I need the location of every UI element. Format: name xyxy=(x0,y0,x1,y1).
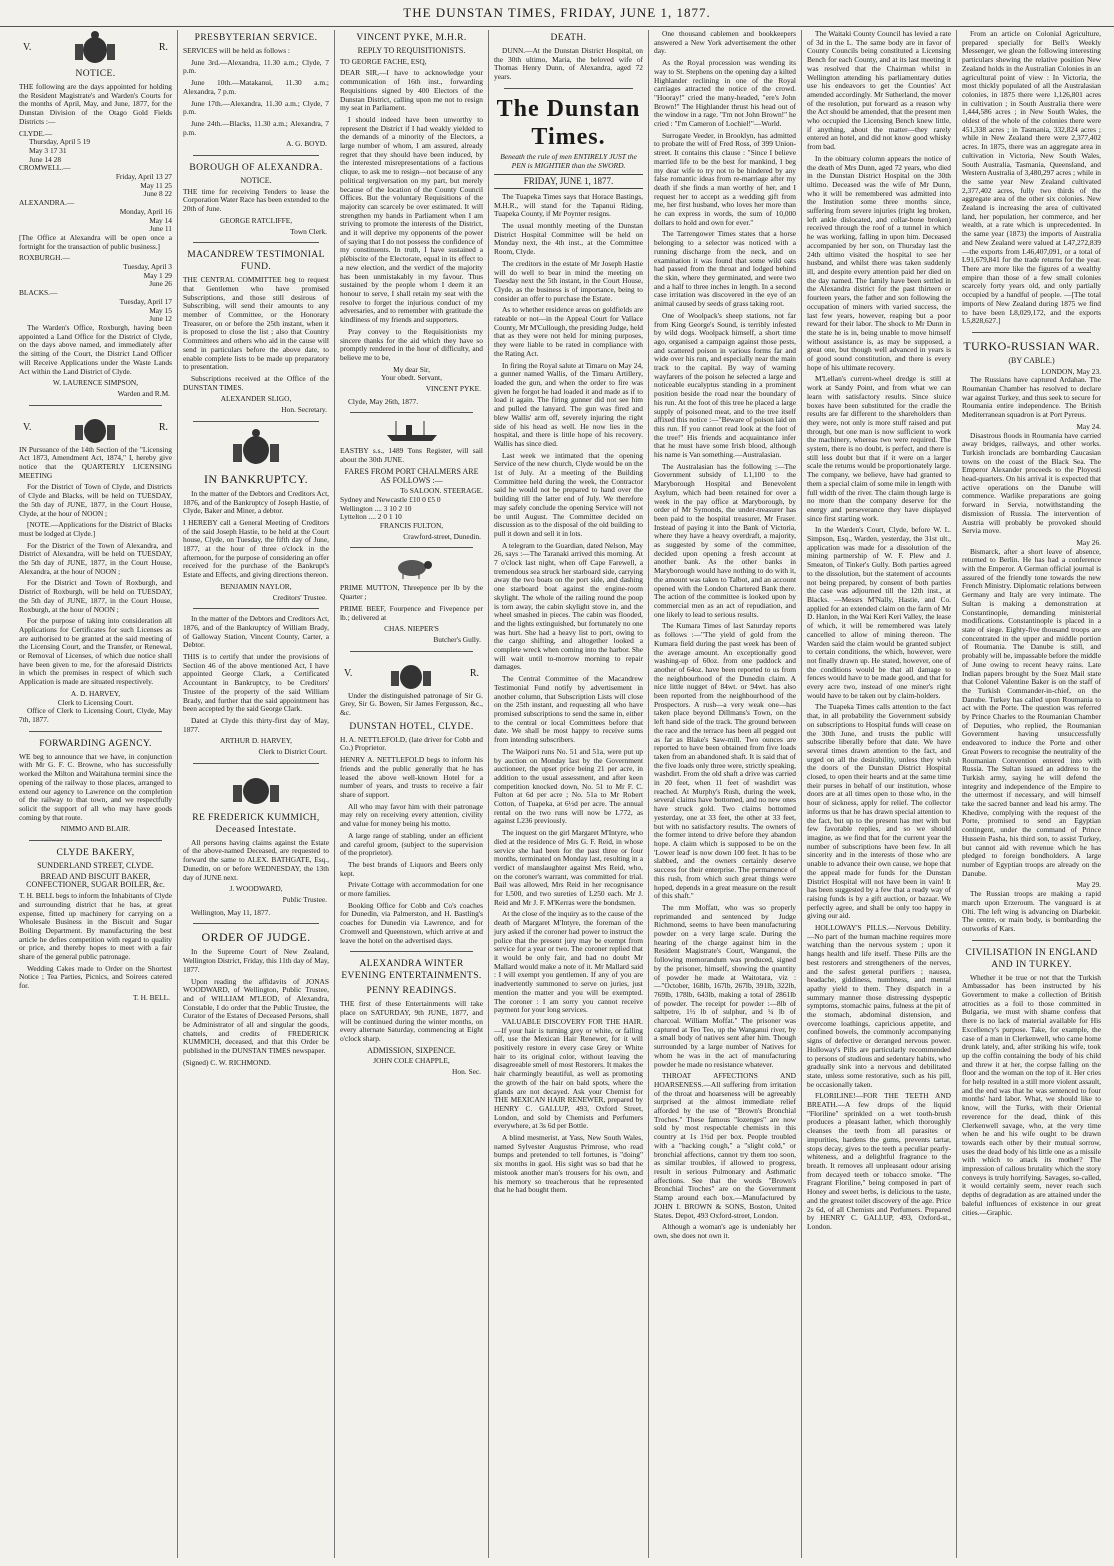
war-dateline: May 29. xyxy=(1076,880,1101,890)
kummich-heading: RE FREDERICK KUMMICH, Deceased Intestate. xyxy=(192,812,320,835)
macandrew-body: THE CENTRAL COMMITTEE beg to request that Gentlemen who have promised Subscriptions, and those still desirous of Subscribing, will send their amounts to any member of Committee, or the Honorary Treasurer, on or before the 25th instant, when it is proposed to close the list ; also that Country Committees and others who aid in the cause will send in particulars before the above date, to enable complete lists to be made up preparatory to presentation. xyxy=(183,275,329,372)
pyke-heading: VINCENT PYKE, M.H.R. xyxy=(356,33,467,43)
divider xyxy=(193,608,319,609)
column-7 xyxy=(956,30,1106,1558)
war-paragraph: Bismarck, after a short leave of absence, returned to Berlin. He has had a conference with the Emperor. A German official journal is assured of the friendly tone towards the new French Ministry. Diplomatic relations between Germany and Italy are very intimate. The Sultan is making a demonstration at Constantinople, demanding ministerial modifications. Constantinople is placed in a state of siege. Eighty-five thousand troops are concentrated in the upper and middle portion of Roumania. The Danube is still, and probably will be, impassable before the middle of June owing to recent heavy rains. Late Indian papers brought by the Suez Mail state that Colonel Valentine Baker is on the staff of the Turkish Commander-in-chief, on the Danube. Turkey has called upon Roumania to act with the Porte. The question was referred by Prince Charles to the Roumanian Chamber of Deputies, who replied, the Roumanian Government having unsuccessfully endeavored to induce the Porte and other Great Powers to recognise the neutrality of the Roumanian Convention entered into with Russia. The Sultan issued an address to the Turkish army, saying he will defend the integrity and independence of the Empire to the uttermost if necessary, and will himself take the sacred banner and lead his army. The Khedive, complying with the request of the Porte, promised to send an Egyptian contingent, under the command of Prince Hussein Pasha, his third son, to assist Turkey, but cannot aid with revenue which he has pledged to foreign bondholders. A large number of Egyptian troops are already on the Danube. xyxy=(962,546,1101,878)
fare-row: Lyttelton .... 2 0 1 10 xyxy=(340,512,402,522)
column-1 xyxy=(14,30,177,1558)
presbyterian-line: June 3rd.—Alexandra, 11.30 a.m.; Clyde, 7 p.m. xyxy=(183,57,329,76)
penny-body: THE first of these Entertainments will take place on SATURDAY, 9th JUNE, 1877, and will be continued during the winter months, on every alternate Saturday, commencing at Eight o'clock sharp. xyxy=(340,999,483,1044)
cromwell-line: June 8 22 xyxy=(143,189,172,199)
hotel-body-6: Booking Office for Cobb and Co's coaches for Dunedin, via Palmerston, and H. Bastling's coaches for Dunedin via Lawrence, and for Cromwell and Queenstown, which arrive at and leave the hotel on the advertised days. xyxy=(340,900,483,945)
notice-crest-row xyxy=(19,30,172,66)
divider xyxy=(350,951,473,952)
hotel-body-2: All who may favor him with their patronage may rely on receiving every attention, civility and value for money being his motto. xyxy=(340,801,483,829)
article-paragraph: THROAT AFFECTIONS AND HOARSENESS.—All suffering from irritation of the throat and hoarseness will be agreeably surprised at the almost immediate relief afforded by the use of "Brown's Bronchial Troches." These famous "lozenges" are now sold by most respectable chemists in this country at 1s 1½d per box. People troubled with a "hacking cough," a "slight cold," or bronchial affections, cannot try them too soon, as similar troubles, if allowed to progress, result in serious Pulmonary and Asthmatic affections. See that the words "Brown's Bronchial Troches" are on the Government Stamp around each box.—Manufactured by JOHN I. BROWN & SONS, Boston, United States. Depot, 493 Oxford-street, London. xyxy=(654,1071,796,1220)
vr-left: V. xyxy=(23,41,32,53)
bankruptcy-2-date: Dated at Clyde this thirty-first day of May, 1877. xyxy=(183,715,329,734)
death-heading: DEATH. xyxy=(550,33,587,43)
divider xyxy=(29,731,162,732)
column-3 xyxy=(334,30,488,1558)
article-paragraph: One of Woolpack's sheep stations, not far from King George's Sound, is terribly infested by wild dogs. Woolpack himself, a short time ago, organised a campaign against those pests, and scattered poison in various forms far and wide over his run, and especially near the main track to the capital. By way of warning wayfarers of the poison he selected a large and noticeable eucalyptus standing in a prominent position beside the road near the boundary of his run. At the foot of this tree he placed a large supply of poisoned meat, and to the tree itself affixed this notice :—"Beware of poison laid on this run. If you cannot read look at the foot of the tree!" His friends and acquaintance infer that he must have some Irish blood, although his name is Van something.—Australasian. xyxy=(654,310,796,460)
warden-title: Warden and R.M. xyxy=(117,388,170,398)
hotel-patronage: Under the distinguished patronage of Sir G. Grey, Sir G. Bowen, Sir James Fergusson, &c., &c. xyxy=(340,690,483,718)
column-4 xyxy=(488,30,648,1558)
steamship-icon xyxy=(382,419,442,443)
article-paragraph: One thousand cablemen and bookkeepers answered a New York advertisement the other day. xyxy=(654,30,796,56)
divider xyxy=(350,651,473,652)
royal-arms-icon xyxy=(65,30,125,66)
forwarding-heading: FORWARDING AGENCY. xyxy=(39,738,152,749)
cromwell-label: CROMWELL.— xyxy=(19,163,71,173)
article-paragraph: The usual monthly meeting of the Dunstan District Hospital Committee will be held on Monday next, the 4th inst., at the Committee Room, Clyde. xyxy=(494,221,643,257)
clyde-line: May 3 17 31 xyxy=(29,145,67,155)
divider xyxy=(972,940,1091,941)
bankruptcy-2-intro: In the matter of the Debtors and Creditors Act, 1876, and of the Bankruptcy of William Brady, of Galloway Station, Vincent County, Carter, a Debtor. xyxy=(183,614,329,650)
article-paragraph: In firing the Royal salute at Timaru on May 24, a gunner named Wallis, of the Timaru Artillery, loaded the gun, and when the order to fire was given he forgot he had loaded it and made as if to load it again. The firing gunner did not see him and pulled the lanyard. The gun was fired and blew Wallis' arm off, severely injuring the right side of his head as well. He now lies in the hospital, and there is little hope of his recovery. Wallis has since died. xyxy=(494,360,643,448)
macandrew-title: Hon. Secretary. xyxy=(281,405,327,415)
vr-right: R. xyxy=(158,422,168,434)
article-paragraph: The Tuapeka Times calls attention to the fact that, in all probability the Government subsidy on subscriptions to Hospital funds will cease on the 30th June, and trusts the public will subscribe liberally before that date. We have several times drawn attention to the fact, and urged on all the desirability, unless they wish the doors of the Dunstan District Hospital closed, to open their hearts and at the same time their purses in behalf of our institution, whose doors are at all times open to those who, in the hour of sickness, apply for relief. The collector informs us that he has drawn special attention to the fact, but up to the present has met with but few favorable replies, and so we should imagine, as we find that for the current year the number of subscriptions have been few. In all sincerity and in the interests of those who are unable to advance their own cause, we hope that the appeal made for funds for the Dunstan District Hospital will not have been in vain! It has been suggested by a few that a ready way of raising funds is by a gift auction, or bazaar. We perfectly agree, and shall be only too happy in giving our aid. xyxy=(807,702,951,921)
clyde-line: Thursday, April 5 19 xyxy=(29,137,91,147)
clyde-label: CLYDE.— xyxy=(19,128,53,138)
alexandra-line: June 11 xyxy=(149,224,172,234)
blacks-label: BLACKS.— xyxy=(19,288,58,298)
war-dateline: May 26. xyxy=(1076,537,1101,547)
mutton-body: PRIME MUTTON, Threepence per lb by the Quarter ; xyxy=(340,583,483,602)
vr-left: V. xyxy=(344,668,353,680)
divider xyxy=(972,332,1091,333)
forwarding-signature: NIMMO AND BLAIR. xyxy=(60,824,131,834)
sheep-icon xyxy=(389,554,435,580)
hotel-body-5: Private Cottage with accommodation for one or more families. xyxy=(340,880,483,899)
column-6 xyxy=(801,30,956,1558)
article-paragraph: FLORILINE!—FOR THE TEETH AND BREATH.—A few drops of the liquid "Floriline" sprinkled on a wet tooth-brush produces a pleasant lather, which thoroughly cleanses the teeth from all parasites or impurities, hardens the gums, prevents tartar, stops decay, gives to the teeth a peculiar pearly-whiteness, and a delightful fragrance to the breath. It removes all unpleasant odour arising from decayed teeth or tobacco smoke. "The Fragrant Floriline," being composed in part of Honey and sweet herbs, is delicious to the taste, and the greatest toilet discovery of the age. Price 2s 6d, of all Chemists and Perfumers. Prepared by HENRY C. GALLUP, 493, Oxford-st., London. xyxy=(807,1091,951,1231)
bakery-heading: CLYDE BAKERY, xyxy=(56,848,135,859)
borough-body: THE time for receiving Tenders to lease the Corporation Water Race has been extended to the 20th of June. xyxy=(183,186,330,214)
article-paragraph: The Kumara Times of last Saturday reports as follows :—"The yield of gold from the Kumara field during the past week has been of the average amount. An exceptionally good washing-up of 60oz. from one paddock and another of 64oz. have been reported to us from the neighbourhood of the Dunedin claim. A nice little nugget of 84wt. or 94wt. has also been reported from the neighbourhood of the Prospectors. A rush—a very weak one—has taken place beyond Dillmans's Town, on the left hand side of the track. The ground between the race and the terrace has been all pegged out as far as Blake's Saw-mill. Two ounces are reported to have been obtained from five loads taken from an abandoned shaft. It is said that of the five loads only three were, strictly speaking, washdirt. From the old shaft a drive was carried in 20 feet, when 11 feet of washdirt was reached. At Murphy's Rush, during the week, several claims have bottomed, and no new ones have struck gold. Two claims bottomed yesterday, one at 33 feet, the other at 33 feet, but with no satisfactory results. The owners of the former intend to drive before they abandon hope. A claim which is supposed to be on the 'Lower lead' is now down 100 feet. It has to be slabbed, and the owners certainly deserve success for their enterprise. The permanence of this rush, from which such great things were hoped, depends in a great measure on the result of this shaft." xyxy=(654,621,796,901)
blacks-line: June 12 xyxy=(149,314,172,324)
divider xyxy=(350,412,473,413)
article-paragraph: The Australasian has the following :—The Government subsidy of L1,100 to the Maryborough Hospital and Benevolent Asylum, which had been retained for over a week in the pay office at Maryborough, by order of Mr Symonds, the under-treasurer has been paid to the hospital treasurer, Mr Fraser. Instead of paying it into the Bank of Victoria, where they have a heavy overdraft, a majority, as suggested by some of the committee, decided upon opening a fresh account at another bank. As the other banks in Maryborough would have nothing to do with it, the amount was taken to Talbot, and an account opened with the London Chartered Bank there. The action of the committee is looked upon by commercial men as an act of repudiation, and one likely to lead to serious results. xyxy=(654,461,796,619)
article-paragraph: At the close of the inquiry as to the cause of the death of Margaret M'Intyre, the foreman of the jury asked if the coroner had power to instruct the police that the present jury may be exempt from service for a year or two. The coroner replied that it would be only fair, and had no doubt Mr Mallard would make a note of it. Mr Mallard said : I will exempt you gentlemen. If any of you are inadvertently summoned to serve on juries, just mention the matter and you will be exempted. The coroner : I am sorry you cannot receive payment for your long services. xyxy=(494,909,643,1015)
roxburgh-line: Tuesday, April 3 xyxy=(123,262,172,272)
article-paragraph: M'Lellan's current-wheel dredge is still at work at Sandy Point, and from what we can learn with satisfactory results. Since sluice boxes have been substituted for the cradle the results are far different to the shareholders than they were, not only is more stuff raised and put through, but one man is now sufficient to work the machinery, whereas two were required. The system, there is no doubt, is perfect, and there is still less doubt but that if it were on a larger scale the returns would be proportionately large. The company, we believe, have had granted to them a special claim of some mile in length with full width of the river. The claim though large is no more than the company deserve for the energy and perseverance they have displayed since first starting work. xyxy=(807,374,951,523)
paper-motto: Beneath the rule of men ENTIRELY JUST the PEN is MIGHTIER than the SWORD. xyxy=(500,151,637,170)
presbyterian-signature: A. G. BOYD. xyxy=(286,139,327,149)
article-paragraph: The Central Committee of the Macandrew Testimonial Fund notify by advertisement in another column, that Subscription Lists will close on the 25th instant, and requesting all who have promised subscriptions to send the same in, either to the central or local Committees before that date. We shall be most happy to receive sums from intending subscribers. xyxy=(494,674,643,745)
fares-address: Crawford-street, Dunedin. xyxy=(403,531,481,541)
article-paragraph: The inquest on the girl Margaret M'Intyre, who died at the residence of Mrs G. F. Reid, in whose service she had been for the past three or four months, terminated on Monday last, resulting in a verdict of manslaughter against Mrs Reid, who, on the coroner's warrant, was committed for trial. Bail was allowed, Mrs Reid in her recognisance for L500, and two sureties of L250 each. Mr J. Reid and Mr J. F. M'Kerras were the bondsmen. xyxy=(494,828,643,907)
winter-heading: ALEXANDRA WINTER EVENING ENTERTAINMENTS. xyxy=(341,959,482,982)
pyke-reply: REPLY TO REQUISITIONISTS. xyxy=(357,46,466,55)
forwarding-body: WE beg to announce that we have, in conjunction with Mr G. F. C. Browne, who has successfully worked the Milton and Waitahuna termini since the opening of the railway to those places, arranged to extend our agency to Lawrence on the completion of the railway to that town, and we respectfully solicit the support of all who may have goods coming by that route. xyxy=(19,751,172,822)
article-paragraph: From an article on Colonial Agriculture, prepared specially for Bell's Weekly Messenger, we glean the following interesting particulars shewing the relative position New Zealand holds in the Australian Colonies in an agricultural point of view : In Victoria, the most thickly populated of all the Australasian colonies, in 1875 there were 1,126,801 acres in cultivation ; in South Australia there were 1,444,586 acres ; in New South Wales, the oldest of the whole of the colonies there were 451,338 acres ; in Tasmania, 332,824 acres ; while in New Zealand there were 2,377,402 acres. In 1875, there was an aggregate area in cultivation in Victoria, New South Wales, South Australia, Tasmania, Queensland, and Western Australia of 3,480,297 acres ; while in the same year New Zealand cultivated 2,377,402 acres, fully two thirds of the aggregate area of the other six colonies. New Zealand is increasing the area of cultivated land, her population, her commerce, and her wealth, at a rate which is unprecedented. In the same year (1873) the imports of Australia and New Zealand were valued at L47,272,839 —the exports from L46,407,091, or a total of L91,679,841 for the trade returns for the year. There are more like the figures of a wealthy empire than those of a few small colonies scarcely forty years old, and only partially occupied by a handful of people. —[The total imports of New Zealand during 1875 we find to have been L8,029,172, and the exports L5,828,627.] xyxy=(962,30,1101,326)
bakery-trades: BREAD AND BISCUIT BAKER, CONFECTIONER, SUGAR BOILER, &c. xyxy=(26,871,165,890)
bakery-address: SUNDERLAND STREET, CLYDE. xyxy=(37,861,154,871)
kummich-title: Public Trustee. xyxy=(282,895,327,904)
presbyterian-line: June 24th.—Blacks, 11.30 a.m.; Alexandra, 7 p.m. xyxy=(183,118,329,137)
bankruptcy-2-signature: ARTHUR D. HARVEY, xyxy=(220,736,292,746)
borough-notice: NOTICE. xyxy=(240,176,272,186)
bakery-note: Wedding Cakes made to Order on the Shortest Notice ; Tea Parties, Picnics, and Soirees catered for. xyxy=(19,963,172,991)
fare-row: Sydney and Newcastle £10 0 £5 0 xyxy=(340,494,441,504)
royal-arms-icon xyxy=(221,770,291,808)
article-paragraph: HOLLOWAY'S PILLS.—Nervous Debility. —No part of the human machine requires more watching than the nervous system ; upon it hangs health and life itself. These Pills are the best restorers and strengtheners of the nerves, and the safest general purifiers ; nausea, headache, giddiness, numbness, and mental apathy yield to them. They dispatch in a summary manner those distressing dyspeptic symptoms, stomachic pains, fulness at the pit of the stomach, abdominal distension, and overcome loathings, capricious appetite, and confined bowels, the commonly accompanying signs of defective or deranged nervous power. Holloway's Pills are particularly recommended to persons of studious and sedentary habits, who gradually sink into a nervous and debilitated state, unless some restorative, such as his pill, be occasionally taken. xyxy=(807,923,951,1089)
licensing-clyde: For the District of Town of Clyde, and Districts of Clyde and Blacks, will be held on TUESDAY, the 5th day of JUNE, 1877, in the Court House, Clyde, at the hour of NOON ; xyxy=(19,482,172,518)
pyke-close-2: Your obedt. Servant, xyxy=(381,373,442,383)
presbyterian-intro: SERVICES will be held as follows : xyxy=(183,46,290,55)
bankruptcy-1-body: I HEREBY call a General Meeting of Creditors of the said Joseph Hastie, to be held at the Court house, Clyde, on Tuesday, the fifth day of June, 1877, at the hour of three o'clock in the afternoon, for the purpose of considering an offer received for the purchase of the Bankrupt's Estate and Effects, and giving directions thereon. xyxy=(183,517,329,580)
hotel-sub: H. A. NETTLEFOLD, (late driver for Cobb and Co.) Proprietor. xyxy=(340,734,483,753)
hotel-body: HENRY A. NETTLEFOLD begs to inform his friends and the public generally that he has leased the above well-known Hotel for a number of years, and trusts to receive a fair share of support. xyxy=(340,755,483,799)
divider xyxy=(193,242,319,243)
article-paragraph: In the Warden's Court, Clyde, before W. L. Simpson, Esq., Warden, yesterday, the 31st ult., application was made for a dissolution of the mining partnership of W. F. Plew and J. Smeaton, of Tinker's Gully. Both parties agreed to the dissolution, but the statement of accounts not being prepared, by consent of both parties the case was adjourned till the 12th inst., at Blacks. —Messrs M'Nally, Hastie, and Co. applied for an extended claim on the farm of Mr D. Hanlon, in the Wai Keri Keri Valley, the lease of which, it will be remembered was lately cancelled to allow of mining thereon. The Warden said the claim would be granted subject to certain conditions, the which, however, were not finally drawn up. He stated, however, one of the conditions would be that all damage to fences would have to be made good, and that for every acre two, instead of one miner's right would have to be taken out by claim-holders. xyxy=(807,525,951,700)
pyke-body-3: Pray convey to the Requisitionists my sincere thanks for the aid which they have so promptly rendered in the hour of difficulty, and believe me to be, xyxy=(340,326,483,362)
fares-signature: FRANCIS FULTON, xyxy=(379,521,444,531)
war-subheading: (BY CABLE.) xyxy=(1008,355,1055,365)
war-paragraph: The Russian troops are making a rapid march upon Erzeroum. The vanguard is at Olti. The left wing is advancing on Diarbekir. The centre, or main body, is bombarding the outworks of Kars. xyxy=(962,889,1101,933)
article-paragraph: The mm Moffatt, who was so properly reprimanded and sentenced by Judge Richmond, seems to have been manufacturing powder on a very large scale. During the hearing of the charge against him in the Resident Magistrate's Court, Wanganui, the following memorandum was produced, signed by the prisoner, himself, showing the quantity of powder he made at Waitotara, viz :—"October, 168lb, 167lb, 267lb, 391lb, 322lb, 769lb, 178lb, 643lb, making a total of 2861lb of powder. The receipt for powder :—8lb of saltpetre, 1½ lb of sulphur, and ¼ lb of charcoal. William Moffat." The prisoner was captured at Teo Teo, up the Wanganui river, by a small body of natives sent after him. Though surrounded by a large number of Natives for whom he was in the act of manufacturing powder he made no resistance whatever. xyxy=(654,902,796,1069)
licensing-note: [NOTE.—Applications for the District of Blacks must be lodged at Clyde.] xyxy=(19,520,172,538)
pyke-close: My dear Sir, xyxy=(393,364,430,374)
pyke-body-2: I should indeed have been unworthy to represent the District if I had weakly yielded to the demands of a minority of the Electors, a large number of whom, I am assured, already regret that they should have been induced, by the interested misrepresentations of a factious clique, to ask me to resign—not because of any political tergiversation on my part, but merely because of the location of the County Council Offices. But the voluntary Requisitions of the majority can scarcely be over estimated. It will strengthen my hands in Parliament when I am striving to promote the interests of the District, and it will deprive my opponents of the power of saying that I do not possess the confidence of my constituents. In truth, I have sustained a plébiscite of the Electorate, equal in its effect to a new election, and the verdict of the majority has been unmistakably in my favour. Thus sustained by the people whom I deem it an honour to serve, I shall retain my seat with the resolve to forget the injurious conduct of my adversaries, and to remember with gratitude the kindliness of my friends and supporters. xyxy=(340,114,483,325)
hotel-heading: DUNSTAN HOTEL, CLYDE. xyxy=(349,721,474,732)
licensing-alexandra: For the District of the Town of Alexandra, and District of Alexandra, will be held on TUESDAY, the 5th day of JUNE, 1877, in the Court House, Alexandra, at the hour of NOON ; xyxy=(19,540,172,576)
divider xyxy=(193,763,319,764)
judge-intro: In the Supreme Court of New Zealand, Wellington District, Friday, this 11th day of May, 1877. xyxy=(183,947,329,974)
bankruptcy-1-title: Creditors' Trustee. xyxy=(272,592,327,602)
clyde-line: June 14 28 xyxy=(29,154,62,164)
licensing-body: IN Pursuance of the 14th Section of the "Licensing Act 1873, Amendment Act, 1874," I, hereby give notice that the QUARTERLY LICENSING MEETING xyxy=(19,444,172,480)
licensing-office: Office of Clerk to Licensing Court, Clyde, May 7th, 1877. xyxy=(19,706,172,724)
war-dateline: LONDON, May 23. xyxy=(1041,366,1101,376)
vr-right: R. xyxy=(469,668,479,680)
licensing-signature: A. D. HARVEY, xyxy=(70,688,121,698)
licensing-roxburgh: For the District and Town of Roxburgh, and District of Roxburgh, will be held on TUESDAY, the 5th day of JUNE, 1877, in the Court House, Roxburgh, at the hour of NOON ; xyxy=(19,578,172,614)
cromwell-line: May 11 25 xyxy=(140,180,172,190)
alexandra-note: [The Office at Alexandra will be open once a fortnight for the transaction of public business.] xyxy=(19,232,172,251)
war-heading: TURKO-RUSSIAN WAR. xyxy=(963,338,1100,353)
roxburgh-line: June 26 xyxy=(149,279,172,289)
judge-heading: ORDER OF JUDGE. xyxy=(201,930,311,945)
article-paragraph: The Waitaki County Council has levied a rate of 3d in the L. The same body are in favor of County Councils being constituted a Licensing Bench for each County, and at its last meeting it was resolved that the Chairman whilst in Wellington attending his parliamentary duties use his endeavors to get the Counties' Act amended accordingly. Mr Sutherland, the mover of the resolution, put forward as a reason why the Act should be amended, that the present men who occupied the Licensing Bench knew little, if anything, about the matter—they rarely entered an hotel, and did not know good whisky from bad. xyxy=(807,30,951,152)
borough-signature: GEORGE RATCLIFFE, xyxy=(219,215,293,225)
ship-body: EASTBY s.s., 1489 Tons Register, will sail about the 30th JUNE. xyxy=(340,446,483,465)
article-paragraph: In the obituary column appears the notice of the death of Mrs Dunn, aged 72 years, who died in the Dunstan District Hospital on the 30th ultimo. Deceased was the wife of Mr Dunn, who it will be remembered was admitted into the Institution some three months since, suffering from severe injuries (right leg broken, left ankle dislocated, and collar-bone broken) received through the roof of a tunnel in which he was working, falling in upon him. Deceased accompanied by her son, on Thursday last the 24th ultimo visited the hospital to see her husband, and whilst there was taken suddenly ill, and despite every attention paid her died on the day named. The family have been settled in the Alexandra district for the past thirteen or fourteen years, the father and son following the occupation of miners with varied success, the last few years, however, reaping but a poor reward for their labor. The shock to Mr Dunn in the state he is in, being unable to move himself without assistance is, as may be supposed, a great one, but though well advanced in years is of good sound constitution, and there is every hope of his ultimate recovery. xyxy=(807,153,951,372)
royal-arms-icon xyxy=(221,428,291,468)
article-paragraph: As to whether residence areas on goldfields are rateable or not—in the Appeal Court for Vallace County, Mr M'Cullough, the presiding Judge, held that as they were not held for mining purposes, they were liable to be rated in compliance with the Rating Act. xyxy=(494,305,643,358)
macandrew-note: Subscriptions received at the Office of the DUNSTAN TIMES. xyxy=(183,373,329,392)
death-body: DUNN.—At the Dunstan District Hospital, on the 30th ultimo, Maria, the beloved wife of Thomas Henry Dunn, of Alexandra, aged 72 years. xyxy=(494,46,643,82)
article-paragraph: A blind mesmerist, at Yass, New South Wales, named Sylvester Augustus Primrose, who read bumps and pretended to tell fortunes, is "doing" six months in gaol. His sight was so bad that he mistook another man's trousers for his own, and his memory so treacherous that he represented that he had bought them. xyxy=(494,1133,643,1195)
beef-body: PRIME BEEF, Fourpence and Fivepence per lb.; delivered at xyxy=(340,603,483,622)
civilisation-paragraph: Whether it be true or not that the Turkish Ambassador has been instructed by his Government to make a collection of British atrocities as a foil to those committed in Bulgaria, we must with shame confess that there is no lack of material available for His Excellency's purpose. Take, for example, the case of a man in Clerkenwell, who came home drunk lately, and, after striking his wife, took up the coffin containing the body of his child and threw it at her, the corpse falling on the floor and the woman on the top of it. Her cries for help resulted in a still more violent assault, and the end was that he was sentenced to four months' hard labor. What, we should like to know, will the Turks, with their Oriental reverence for the dead, think of this Clerkenwell savage, who, at the very time when he and his wife ought to be drawn towards each other by their mutual sorrow, uses the dead body of his little one as a missile with which to attack its mother? The impression of callous brutality which the story conveys is truly horrifying. Savages, so-called, it would certainly seem, never reach such depths of degradation as are attained under the baleful influences of existence in our great cities.—Graphic. xyxy=(962,972,1101,1217)
article-paragraph: A telegram to the Guardian, dated Nelson, May 26, says :—The Taranaki arrived this morning. At 7 o'clock last night, when off Cape Farewell, a tremendous sea struck her starboard side, carrying away the two boats on the port side, and dashing one starboard boat against the engine-room skylight. The whole of the railing round the poop is torn away, the cabin skylight stove in, and the wheel smashed in pieces. The cabin was flooded, and the lights extinguished, but fortunately no one was hurt. She had a heavy list to port, owing to the cargo shifting, and altogether looked a complete wreck when coming into the harbor. She will wait until to-morrow morning to repair damages. xyxy=(494,540,643,672)
divider xyxy=(193,421,319,422)
war-paragraph: The Russians have captured Ardahan. The Roumanian Chamber has resolved to declare war against Turkey, and thus seek to secure for Roumania entire independence. The British Mediterranean squadron is at Port Pyreus. xyxy=(962,375,1101,420)
bakery-signature: T. H. BELL. xyxy=(132,992,170,1002)
notice-body: THE following are the days appointed for holding the Resident Magistrate's and Warden's Courts for the months of April, May, and June, 1877, for the Dunstan Division of the Otago Gold Fields Districts :— xyxy=(19,82,172,126)
column-2 xyxy=(177,30,334,1558)
pyke-to: TO GEORGE FACHE, ESQ, xyxy=(340,56,427,66)
article-paragraph: Last week we intimated that the opening Service of the new church, Clyde would be on the 1st of July. At a meeting of the Building Committee held during the week, the Contractor said he would not be prepared to hand over the building till the latter end of July. We therefore may safely conclude the opening Service will not be until August. The Committee decided on discussion as to the disposal of the old building to pull it down and sell it in lots. xyxy=(494,450,643,538)
hotel-body-3: A large range of stabling, under an efficient and careful groom, (subject to the supervision of the proprietor). xyxy=(340,830,483,858)
fares-heading: FARES FROM PORT CHALMERS ARE AS FOLLOWS :— xyxy=(344,466,479,485)
pyke-signature: VINCENT PYKE. xyxy=(425,384,481,394)
licensing-crest-row xyxy=(19,412,172,446)
fares-columns: To SALOON. STEERAGE. xyxy=(400,486,483,496)
fare-row: Wellington .... 3 10 2 10 xyxy=(340,503,412,513)
vr-left: V. xyxy=(23,422,32,434)
royal-arms-icon xyxy=(67,412,123,446)
article-paragraph: The Waipori runs No. 51 and 51a, were put up by auction on Monday last by the Government auctioneer, the upset price being 21 per acre, in addition to the usual assessment, and after keen competition knocked down, No. 51 to Mr F. C. Fulton at 6d per acre ; No. 51a to Mr Robert Cotton, of Tuapeka, at 6½d per acre. The annual rental on the two runs will now be L772, as against L236 previously. xyxy=(494,746,643,826)
article-paragraph: The creditors in the estate of Mr Joseph Hastie will do well to bear in mind the meeting on Tuesday next the 5th instant, in the Court House, Clyde, as the business is of importance, being to consider an offer to purchase the Estate. xyxy=(494,258,643,303)
column-5 xyxy=(648,30,801,1558)
vr-right: R. xyxy=(158,41,168,53)
notice-heading: NOTICE. xyxy=(75,69,116,79)
masthead: THE DUNSTAN TIMES, FRIDAY, JUNE 1, 1877. xyxy=(0,0,1114,27)
macandrew-heading: MACANDREW TESTIMONIAL FUND. xyxy=(187,250,325,273)
article-paragraph: As the Royal procession was wending its way to St. Stephens on the opening day a kilted Highlander reclining in one of the Royal carriages attracted the notice of the crowd. "Hooray!" cried the many-headed, "ere's John Brown!" The Highlander thrust his head out of the window in a rage. "I'm not John Brown!" he cried : "I'm Cameron of Lochiel!"—World. xyxy=(654,58,796,129)
civilisation-heading: CIVILISATION IN ENGLAND AND IN TURKEY. xyxy=(965,947,1098,970)
warden-body: The Warden's Office, Roxburgh, having been appointed a Land Office for the District of Clyde, on the days above named, and immediately after the sitting of the Court, the District Land Officer will Receive Applications under the Waste Lands Act within the Land District of Clyde. xyxy=(19,322,172,376)
licensing-purpose: For the purpose of taking into consideration all Applications for Certificates for such Licenses as are authorised to be granted at the said meeting of the Licensing Court, and the Transfer, or Renewal, or Removal of Licenses, of which due notice shall have been given to me, for the aforesaid Districts in which the premises in respect of which such Application is made are situated respectively. xyxy=(19,616,172,687)
war-dateline: May 24. xyxy=(1076,421,1101,431)
blacks-line: May 15 xyxy=(149,305,172,315)
pyke-body-1: DEAR SIR,—I have to acknowledge your communication of 16th inst., forwarding Requisitions signed by 400 Electors of the Dunstan District, calling upon me not to resign my seat in Parliament. xyxy=(340,68,483,113)
penny-signature: JOHN COLE CHAPPLE, xyxy=(373,1056,450,1066)
bakery-body: T. H. BELL begs to inform the Inhabitants of Clyde and surrounding district that he has, at great expense, fitted up machinery for carrying on a Wholesale Business in the Biscuit and Sugar Boiling Department. By manufacturing the best article he defies competition with regard to quality or price, and thereby hopes to meet with a fair share of the general public patronage. xyxy=(19,891,172,962)
alexandra-line: Monday, April 16 xyxy=(119,206,172,216)
nieper-location: Butcher's Gully. xyxy=(433,634,481,644)
pyke-date: Clyde, May 26th, 1877. xyxy=(348,396,419,406)
divider xyxy=(504,88,633,89)
licensing-title: Clerk to Licensing Court. xyxy=(57,697,134,707)
hotel-crest-row xyxy=(340,658,483,692)
presbyterian-line: June 10th.—Matakanui, 11.30 a.m.; Alexandra, 7 p.m. xyxy=(183,78,329,96)
divider xyxy=(193,923,319,924)
royal-arms-icon xyxy=(383,658,439,692)
article-paragraph: VALUABLE DISCOVERY FOR THE HAIR.—If your hair is turning grey or white, or falling off, use the Mexican Hair Renewer, for it will positively restore in every case Grey or White hair to its original color, without leaving the disagreeable smell of most Restorers. It makes the hair charmingly beautiful, as well as promoting the growth of the hair on bald spots, where the glands are not decayed. Ask your Chemist for THE MEXICAN HAIR RENEWER, prepared by HENRY C. GALLUP, 493, Oxford Street, London, and sold by Chemists and Perfumers everywhere, at 3s 6d per Bottle. xyxy=(494,1016,643,1131)
divider xyxy=(193,155,319,156)
penny-title: Hon. Sec. xyxy=(452,1067,481,1077)
dateline: FRIDAY, JUNE 1, 1877. xyxy=(494,174,643,189)
bankruptcy-heading: IN BANKRUPTCY. xyxy=(203,471,309,486)
borough-heading: BOROUGH OF ALEXANDRA. xyxy=(189,163,323,174)
war-paragraph: Disastrous floods in Roumania have carried away bridges, railways, and other works. Turkish ironclads are bombarding Caucasian towns on the coast of the Black Sea. The Emperor Alexander proceeds to the Ployesti head-quarters. On his arrival it is expected that active operations on the Danube will commence. Warlike preparations are going forward in Servia, notwithstanding the dismission of Russia. The intervention of Austria will probably be provoked should Servia move. xyxy=(962,430,1101,536)
bankruptcy-2-body: THIS is to certify that under the provisions of Section 46 of the above mentioned Act, I have appointed George Clark, a Certificated Accountant in Bankruptcy, to be Creditors' Trustee of the property of the said William Brady, and further that the said appointment has been accepted by the said George Clark. xyxy=(183,652,329,714)
nieper-name: CHAS. NIEPER'S xyxy=(384,624,439,634)
divider xyxy=(29,405,162,406)
divider xyxy=(350,547,473,548)
judge-signature: (Signed) C. W. RICHMOND. xyxy=(183,1057,271,1067)
roxburgh-label: ROXBURGH.— xyxy=(19,253,70,263)
cromwell-line: Friday, April 13 27 xyxy=(115,172,172,182)
bankruptcy-2-title: Clerk to District Court. xyxy=(258,747,327,757)
hotel-body-4: The best brands of Liquors and Beers only kept. xyxy=(340,859,483,878)
kummich-date: Wellington, May 11, 1877. xyxy=(191,907,271,917)
article-paragraph: The Tarrengower Times states that a horse belonging to a selector was noticed with a running discharge from the neck, and on examination it was found that some wild oats had passed from the throat and lodged behind the skin, where they germinated, and were two and a half to three inches in length. In a second case irritation was discovered in the eye of an animal caused by seeds of grass taking root. xyxy=(654,229,796,309)
judge-body: Upon reading the affidavits of JONAS WOODWARD, of Wellington, Public Trustee, and of WILLIAM M'LEOD, of Alexandra, Constable, I do order that the Public Trustee, the Curator of the Estates of Deceased Persons, shall be Administrator of all and singular the goods, chattels, and credits of FREDERICK KUMMICH, deceased, and that this Order be published in the DUNSTAN TIMES newspaper. xyxy=(183,976,329,1056)
macandrew-signature: ALEXANDER SLIGO, xyxy=(220,394,292,404)
presbyterian-line: June 17th.—Alexandra, 11.30 a.m.; Clyde, 7 p.m. xyxy=(183,98,329,117)
bankruptcy-1-signature: BENJAMIN NAYLOR, xyxy=(220,581,292,591)
kummich-signature: J. WOODWARD, xyxy=(229,884,283,894)
article-paragraph: Although a woman's age is undeniably her own, she does not own it. xyxy=(654,1222,796,1240)
warden-signature: W. LAURENCE SIMPSON, xyxy=(52,378,139,388)
kummich-body: All persons having claims against the Estate of the above-named Deceased, are requested to forward the same to ALEX. BATHGATE, Esq., Dunedin, on or before WEDNESDAY, the 13th day of JUNE next. xyxy=(183,837,329,882)
roxburgh-line: May 1 29 xyxy=(143,270,172,280)
alexandra-line: May 14 xyxy=(149,215,172,225)
borough-title: Town Clerk. xyxy=(290,226,327,236)
penny-admission: ADMISSION, SIXPENCE. xyxy=(367,1045,456,1055)
presbyterian-heading: PRESBYTERIAN SERVICE. xyxy=(194,33,318,43)
paper-title: The Dunstan Times. xyxy=(496,95,641,150)
bankruptcy-1-intro: In the matter of the Debtors and Creditors Act, 1876, and of the Bankruptcy of Joseph Hastie, of Clyde, Baker and Miner, a debtor. xyxy=(183,488,329,516)
article-paragraph: The Tuapeka Times says that Horace Bastings, M.H.R., will stand for the Tapanui Riding, Tuapeka County, if Mr Poynter resigns. xyxy=(494,191,643,219)
article-paragraph: Surrogate Veeder, in Brooklyn, has admitted to probate the will of Fred Ross, of 399 Union-street. It contains this clause : "Since I believe married life to be the best for mankind, I beg my dear wife to try not to be hindered by any false romantic ideas from re-marriage after my death if she finds a man worthy of her, and I request her to accept as a wedding gift from me, her first husband, who loves her more than he can express in words, the sum of 10,000 dollars to hold and own for ever." xyxy=(654,130,796,227)
blacks-line: Tuesday, April 17 xyxy=(119,296,172,306)
divider xyxy=(29,840,162,841)
penny-heading: PENNY READINGS. xyxy=(366,986,457,997)
alexandra-label: ALEXANDRA.— xyxy=(19,198,75,208)
